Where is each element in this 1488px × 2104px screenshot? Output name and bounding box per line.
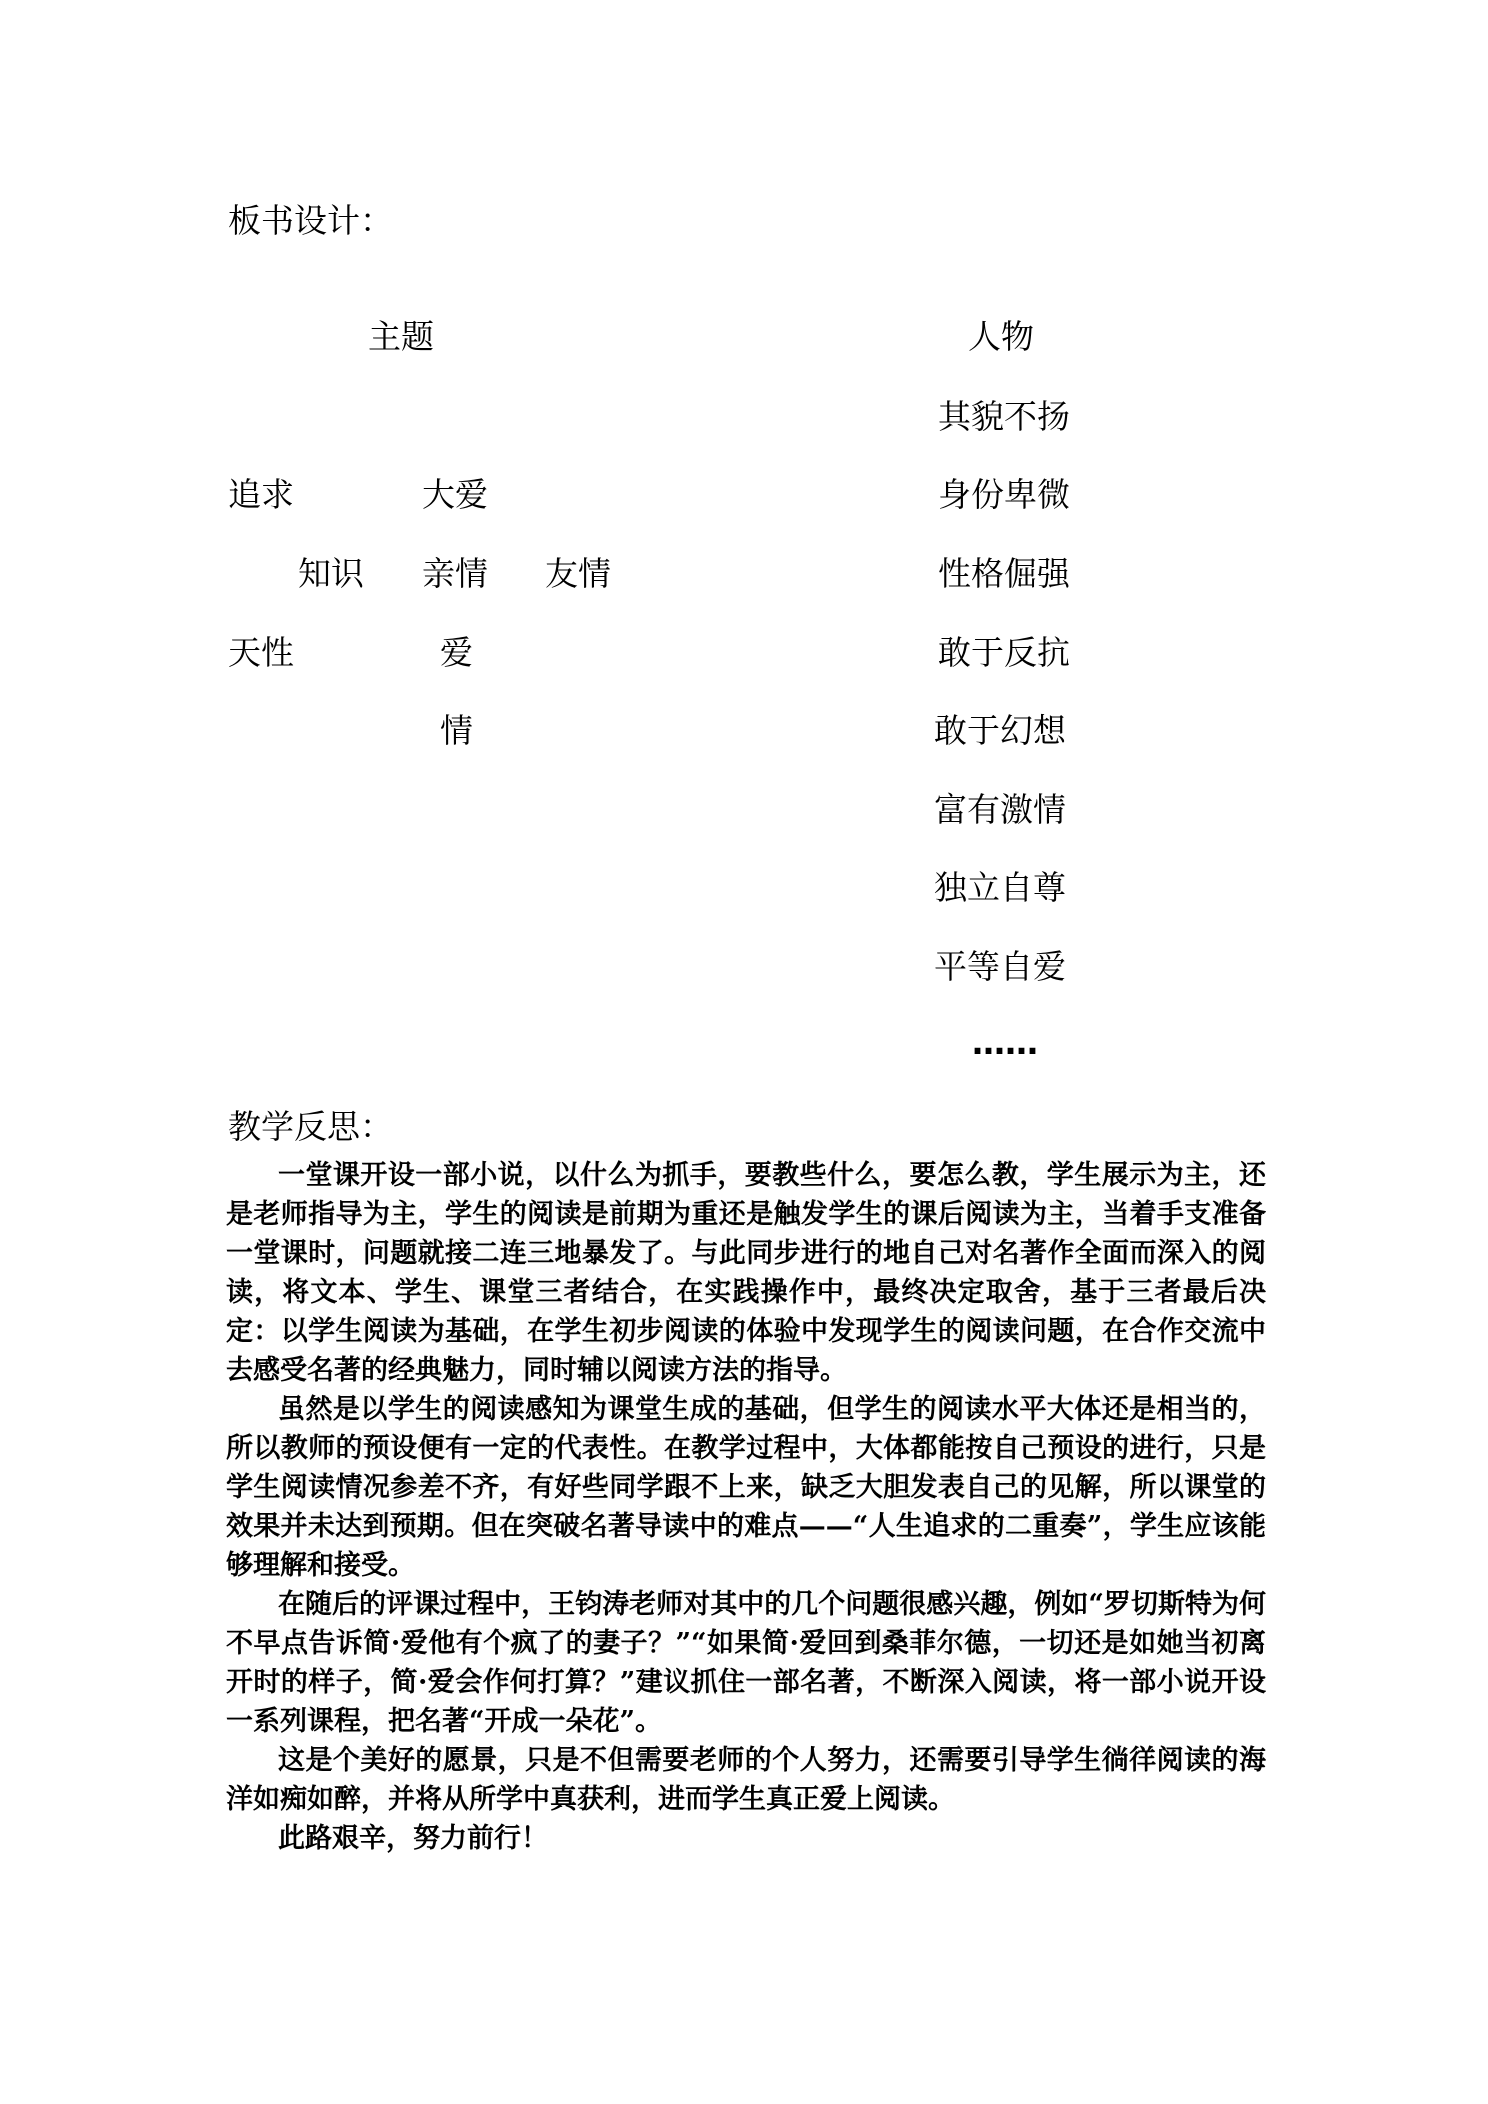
character-trait: 平等自爱	[934, 947, 1066, 986]
theme-family-love: 亲情	[422, 554, 488, 593]
character-trait: 身份卑微	[938, 475, 1070, 514]
theme-great-love: 大爱	[422, 475, 488, 514]
reflection-paragraph: 在随后的评课过程中，王钧涛老师对其中的几个问题很感兴趣，例如“罗切斯特为何不早点告诉简·爱他有个疯了的妻子？”“如果简·爱回到桑菲尔德，一切还是如她当初离开时的样子，简·爱会作何打算？”建议抓住一部名著，不断深入阅读，将一部小说开设一系列课程，把名著“开成一朵花”。	[226, 1589, 1266, 1737]
theme-pursuit: 追求	[228, 475, 294, 514]
reflection-heading: 教学反思：	[228, 1107, 393, 1146]
character-trait: 其貌不扬	[938, 397, 1070, 436]
reflection-body	[226, 1156, 1266, 1858]
theme-love-char1: 爱	[440, 633, 473, 672]
reflection-paragraph: 虽然是以学生的阅读感知为课堂生成的基础，但学生的阅读水平大体还是相当的，所以教师的预设便有一定的代表性。在教学过程中，大体都能按自己预设的进行，只是学生阅读情况参差不齐，有好些同学跟不上来，缺乏大胆发表自己的见解，所以课堂的效果并未达到预期。但在突破名著导读中的难点——“人生追求的二重奏”，学生应该能够理解和接受。	[226, 1394, 1266, 1581]
board-design-heading: 板书设计：	[228, 201, 393, 240]
character-trait: 敢于反抗	[938, 633, 1070, 672]
character-label: 人物	[968, 317, 1034, 356]
theme-love-char2: 情	[440, 711, 473, 750]
character-trait: 敢于幻想	[934, 711, 1066, 750]
reflection-paragraph: 这是个美好的愿景，只是不但需要老师的个人努力，还需要引导学生徜徉阅读的海洋如痴如醉，并将从所学中真获利，进而学生真正爱上阅读。	[226, 1745, 1266, 1815]
theme-label: 主题	[368, 317, 434, 356]
reflection-paragraph: 此路艰辛，努力前行！	[278, 1823, 548, 1854]
theme-knowledge: 知识	[298, 554, 364, 593]
character-trait: 性格倔强	[938, 554, 1070, 593]
character-trait: 富有激情	[934, 790, 1066, 829]
theme-nature: 天性	[228, 633, 294, 672]
character-trait: 独立自尊	[934, 868, 1066, 907]
theme-friendship: 友情	[545, 554, 611, 593]
reflection-paragraph: 一堂课开设一部小说，以什么为抓手，要教些什么，要怎么教，学生展示为主，还是老师指导为主，学生的阅读是前期为重还是触发学生的课后阅读为主，当着手支准备一堂课时，问题就接二连三地暴发了。与此同步进行的地自己对名著作全面而深入的阅读，将文本、学生、课堂三者结合，在实践操作中，最终决定取舍，基于三者最后决定：以学生阅读为基础，在学生初步阅读的体验中发现学生的阅读问题，在合作交流中去感受名著的经典魅力，同时辅以阅读方法的指导。	[226, 1160, 1266, 1386]
character-trait-ellipsis: ……	[972, 1023, 1038, 1062]
